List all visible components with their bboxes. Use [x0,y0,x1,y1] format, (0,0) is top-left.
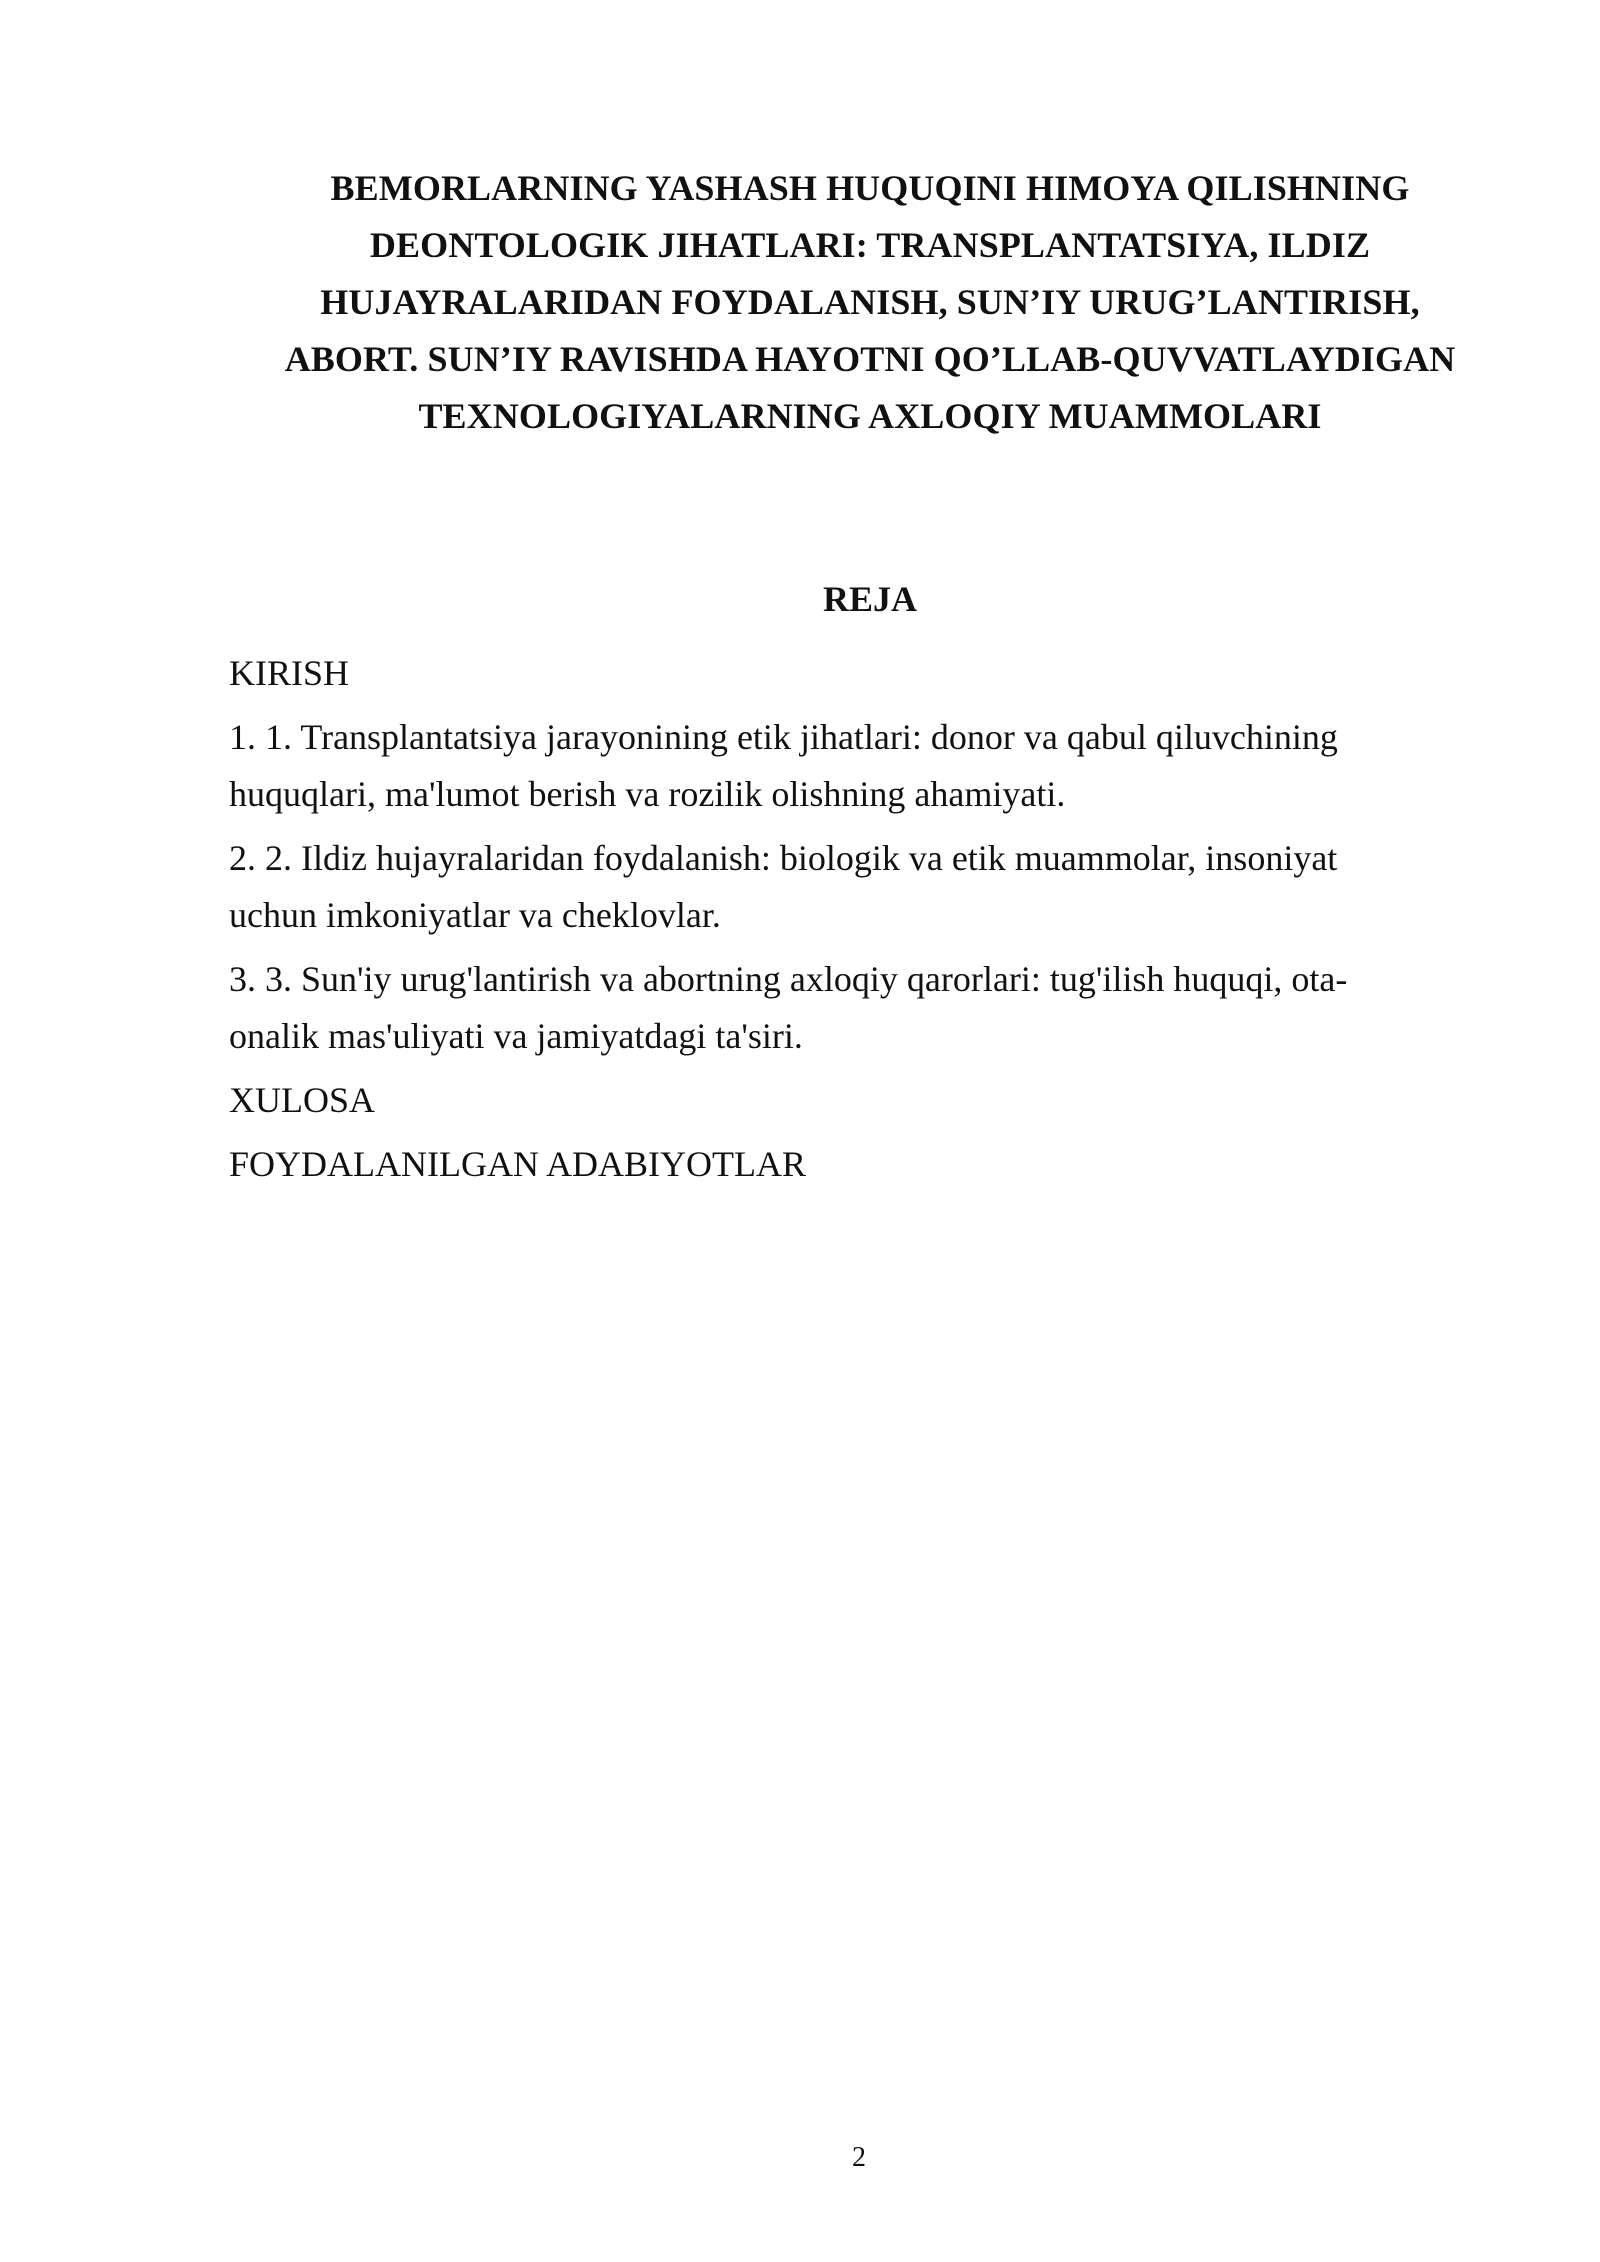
page-number: 2 [852,2142,866,2173]
plan-conclusion [229,1072,1429,1129]
title-line: TEXNOLOGIYALARNING AXLOQIY MUAMMOLARI [418,396,1322,436]
plan-item-line: onalik mas'uliyati va jamiyatdagi ta'siri. [229,1016,803,1056]
title-line: HUJAYRALARIDAN FOYDALANISH, SUN’IY URUG’LANTIRISH, [320,282,1420,322]
plan-item-line: huquqlari, ma'lumot berish va rozilik olishning ahamiyati. [229,774,1066,814]
document-title [220,160,1520,445]
plan-references [229,1136,1429,1193]
plan-conclusion-text: XULOSA [229,1080,376,1120]
plan-item-line: uchun imkoniyatlar va cheklovlar. [229,895,721,935]
title-line: DEONTOLOGIK JIHATLARI: TRANSPLANTATSIYA, ILDIZ [369,225,1371,265]
plan-intro [229,645,1429,702]
plan-intro-text: KIRISH [229,653,350,693]
plan-item-1 [229,709,1429,823]
plan-item-line: 3. 3. Sun'iy urug'lantirish va abortning axloqiy qarorlari: tug'ilish huquqi, ota- [229,959,1348,999]
plan-heading: REJA [822,579,917,619]
plan-item-line: 1. 1. Transplantatsiya jarayonining etik jihatlari: donor va qabul qiluvchining [229,717,1338,757]
title-line: ABORT. SUN’IY RAVISHDA HAYOTNI QO’LLAB-QUVVATLAYDIGAN [284,339,1456,379]
plan-list [229,645,1429,1200]
title-line: BEMORLARNING YASHASH HUQUQINI HIMOYA QILISHNING [330,168,1410,208]
plan-item-2 [229,830,1429,944]
plan-item-line: 2. 2. Ildiz hujayralaridan foydalanish: biologik va etik muammolar, insoniyat [229,838,1338,878]
plan-item-3 [229,951,1429,1065]
plan-references-text: FOYDALANILGAN ADABIYOTLAR [229,1144,806,1184]
